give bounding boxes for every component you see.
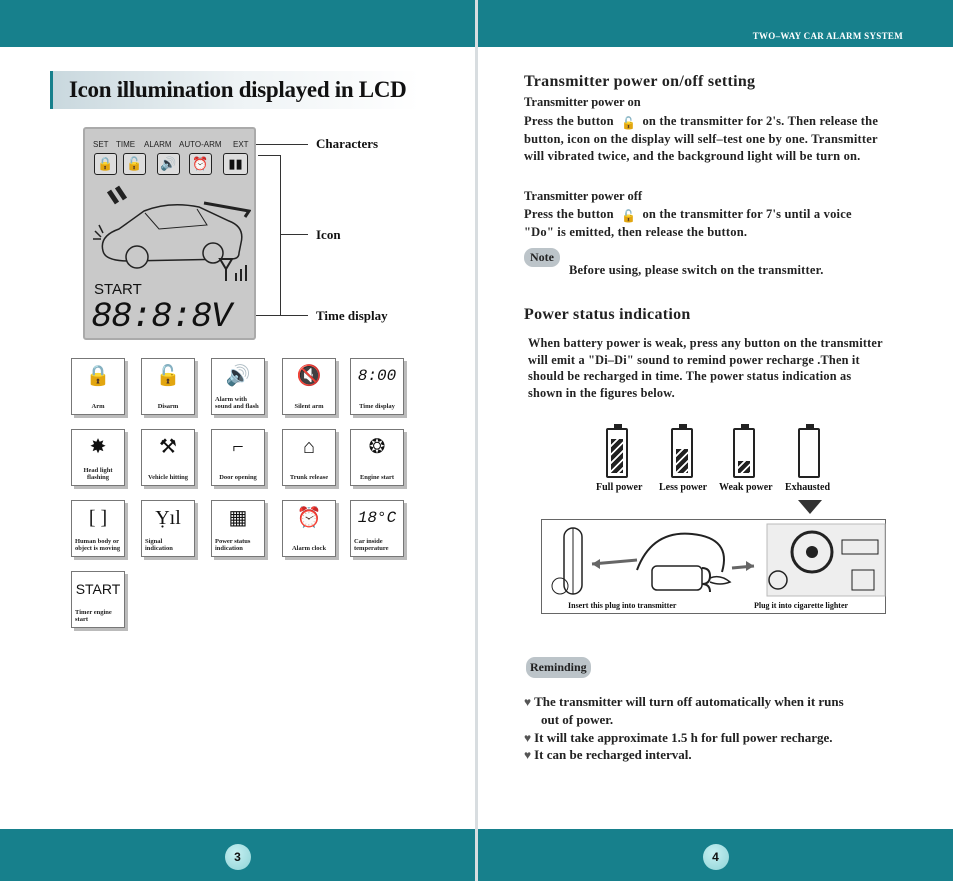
heart-icon: ♥	[524, 748, 532, 762]
battery-less-icon	[671, 428, 693, 478]
arrow-down-icon	[798, 500, 822, 514]
battery-icon: ▮▮	[223, 153, 248, 175]
battery-full-icon	[606, 428, 628, 478]
reminding-badge: Reminding	[526, 657, 591, 678]
header-title: TWO–WAY CAR ALARM SYSTEM	[752, 31, 903, 41]
page-number: 4	[703, 844, 729, 870]
legend-tile-power-status	[211, 500, 265, 557]
legend-tile-car-inside-temperature	[350, 500, 404, 557]
legend-label: Alarm with sound and flash	[215, 396, 259, 410]
heart-icon: ♥	[524, 695, 532, 709]
car-inside-temperature-icon: 18°C	[357, 509, 397, 527]
legend-label: Arm	[91, 403, 105, 410]
legend-label: Human body or object is moving	[75, 538, 121, 552]
callout-characters: Characters	[316, 136, 379, 151]
legend-tile-human-body-moving	[71, 500, 125, 557]
legend-tile-signal-indication	[141, 500, 195, 557]
page-heading: Icon illumination displayed in LCD	[50, 71, 420, 109]
battery-weak-icon	[733, 428, 755, 478]
legend-label: Engine start	[359, 474, 395, 481]
top-bar	[0, 0, 475, 47]
legend-label: Power status indication	[215, 538, 251, 552]
arm-icon: 🔒	[85, 365, 111, 387]
unlock-icon: 🔓	[621, 116, 637, 130]
legend-label: Head light flashing	[83, 467, 113, 481]
top-bar	[478, 0, 953, 47]
power-off-title: Transmitter power off	[524, 189, 643, 203]
right-page	[478, 0, 953, 881]
lcd-label-ext: EXT	[233, 140, 249, 149]
legend-label: Time display	[359, 403, 395, 410]
battery-label-exhausted: Exhausted	[785, 482, 831, 493]
legend-label: Alarm clock	[291, 545, 327, 552]
legend-label: Timer engine start	[75, 609, 112, 623]
signal-indication-icon: Ỵıl	[155, 507, 181, 529]
door-opening-icon: ⌐	[232, 436, 244, 458]
lock-icon: 🔒	[94, 153, 117, 175]
lcd-label-alarm: ALARM	[144, 140, 172, 149]
battery-exhausted-icon	[798, 428, 820, 478]
remind-item-3: ♥ It can be recharged interval.	[524, 747, 692, 762]
power-on-text: Press the button 🔓 on the transmitter for 2's. Then release the button, icon on the display will self–test one by one. Transmitter will vibrated twice, and the background light will be turn on.	[524, 114, 879, 163]
note-text: Before using, please switch on the transmitter.	[569, 263, 824, 277]
remind-item-2: ♥ It will take approximate 1.5 h for full power recharge.	[524, 730, 833, 745]
vehicle-hitting-icon: ⚒	[159, 436, 177, 458]
disarm-icon: 🔓	[155, 365, 181, 387]
charger-cable-icon	[542, 520, 887, 600]
legend-label: Silent arm	[294, 403, 324, 410]
battery-label-full: Full power	[596, 482, 643, 493]
signal-antenna-icon	[218, 257, 248, 283]
legend-tile-disarm	[141, 358, 195, 415]
human-body-moving-icon: [ ]	[88, 507, 108, 529]
legend-label: Trunk release	[289, 474, 329, 481]
section-title-power-setting: Transmitter power on/off setting	[524, 73, 756, 90]
callout-icon: Icon	[316, 227, 341, 242]
legend-tile-alarm-sound-flash	[211, 358, 265, 415]
legend-label: Car inside temperature	[354, 538, 389, 552]
legend-tile-engine-start	[350, 429, 404, 486]
legend-tile-silent-arm	[282, 358, 336, 415]
legend-tile-door-opening	[211, 429, 265, 486]
remind-item-1: ♥ The transmitter will turn off automatically when it runs out of power.	[524, 694, 844, 727]
power-off-text: Press the button 🔓 on the transmitter for 7's until a voice "Do" is emitted, then release the button.	[524, 207, 852, 239]
heart-icon: ♥	[524, 731, 532, 745]
charger-caption-right: Plug it into cigarette lighter	[754, 601, 849, 610]
page-number: 3	[225, 844, 251, 870]
head-light-flashing-icon: ✸	[89, 436, 107, 458]
alarm-clock-icon: ⏰	[189, 153, 212, 175]
callout-time-display: Time display	[316, 308, 388, 323]
time-display-icon: 8:00	[357, 367, 397, 385]
legend-tile-time-display	[350, 358, 404, 415]
alarm-sound-flash-icon: 🔊	[225, 365, 251, 387]
bottom-bar	[478, 829, 953, 881]
battery-label-less: Less power	[659, 482, 708, 493]
legend-tile-arm	[71, 358, 125, 415]
legend-tile-alarm-clock	[282, 500, 336, 557]
charger-illustration	[541, 519, 886, 614]
lcd-label-set: SET	[93, 140, 109, 149]
lcd-display	[83, 127, 256, 340]
legend-tile-head-light-flashing	[71, 429, 125, 486]
legend-tile-timer-engine-start	[71, 571, 125, 628]
lcd-digits: 88:8:8V	[91, 297, 232, 337]
legend-label: Disarm	[157, 403, 179, 410]
silent-arm-icon: 🔇	[296, 365, 322, 387]
unlock-icon: 🔓	[123, 153, 146, 175]
left-page	[0, 0, 475, 881]
engine-start-icon: ❂	[368, 436, 386, 458]
power-status-icon: ▦	[228, 507, 248, 529]
note-badge: Note	[524, 248, 560, 267]
legend-label: Door opening	[219, 474, 257, 481]
bottom-bar	[0, 829, 475, 881]
power-on-title: Transmitter power on	[524, 95, 641, 109]
legend-tile-trunk-release	[282, 429, 336, 486]
legend-label: Signal indication	[145, 538, 173, 552]
charger-caption-left: Insert this plug into transmitter	[568, 601, 677, 610]
legend-tile-vehicle-hitting	[141, 429, 195, 486]
speaker-icon: 🔊	[157, 153, 180, 175]
trunk-release-icon: ⌂	[302, 436, 315, 458]
legend-label: Vehicle hitting	[147, 474, 189, 481]
timer-engine-start-icon: START	[75, 581, 121, 597]
lcd-start-text: START	[94, 281, 142, 298]
lcd-label-time: TIME	[116, 140, 136, 149]
battery-label-weak: Weak power	[719, 482, 773, 493]
unlock-icon: 🔓	[621, 209, 637, 223]
alarm-clock-icon: ⏰	[296, 507, 322, 529]
section-title-power-status: Power status indication	[524, 306, 691, 323]
power-status-text: When battery power is weak, press any button on the transmitter will emit a "Di–Di" sound to remind power recharge .Then it should be recharged in time. The power status indication as shown in the figures below.	[528, 336, 883, 400]
lcd-label-auto-arm: AUTO-ARM	[179, 140, 222, 149]
